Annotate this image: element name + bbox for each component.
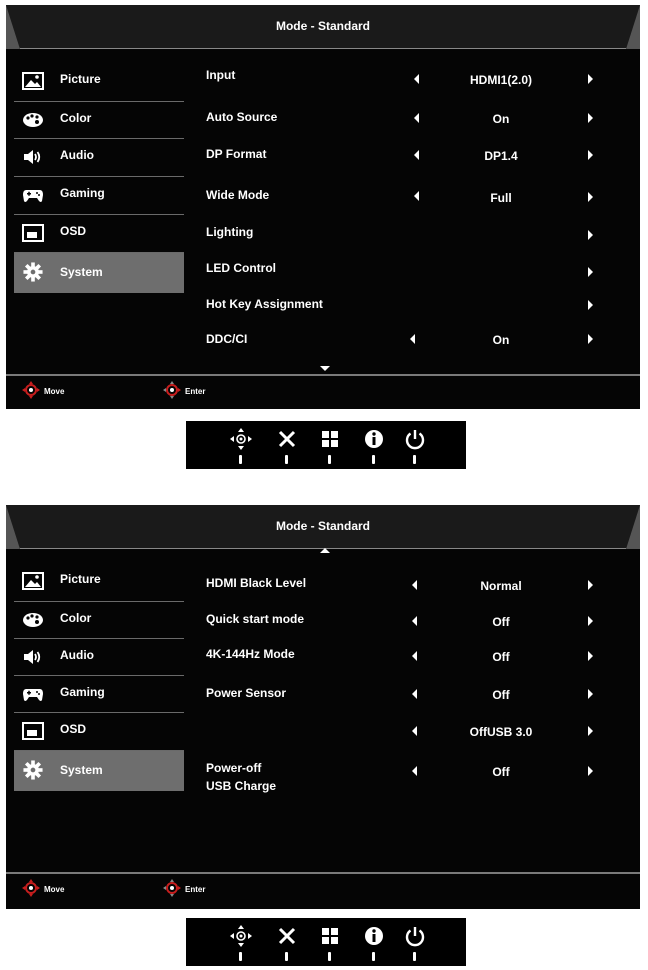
close-key[interactable] [275,427,299,465]
setting-value: Off [492,688,510,702]
gamepad-icon [22,185,44,205]
setting-value: Off [492,650,510,664]
setting-value: Off [492,765,510,779]
sidebar-item-osd[interactable] [14,215,184,251]
setting-value: HDMI1(2.0) [469,73,532,87]
speaker-icon [22,147,44,167]
arrow-right-icon[interactable] [588,267,593,277]
osd-title-bar [6,505,640,549]
setting-value: On [492,112,510,126]
setting-label: Power-off [206,761,262,775]
osd-window-icon [22,223,44,243]
sidebar-item-label: System [60,763,103,777]
arrow-right-icon[interactable] [588,651,593,661]
key-stem [413,455,416,464]
palette-icon [22,110,44,130]
info-icon [362,427,386,451]
info-key[interactable] [362,924,386,962]
navigation-key[interactable] [229,924,253,962]
sidebar-item-label: Picture [60,572,101,586]
info-key[interactable] [362,427,386,465]
arrow-right-icon[interactable] [588,766,593,776]
arrow-left-icon[interactable] [410,334,415,344]
footer-divider [6,872,640,874]
key-stem [372,455,375,464]
power-icon [403,427,427,451]
arrow-left-icon[interactable] [412,616,417,626]
setting-value: Normal [480,579,522,593]
navigation-key[interactable] [229,427,253,465]
navigation-joystick-icon [229,427,253,451]
key-stem [328,952,331,961]
arrow-right-icon[interactable] [588,334,593,344]
footer-divider [6,374,640,376]
setting-label: Quick start mode [206,612,305,626]
sidebar-item-audio[interactable] [14,139,184,175]
osd-title-bar [6,5,640,49]
monitor-key-bar-2 [186,918,466,966]
key-stem [285,455,288,464]
arrow-right-icon[interactable] [588,230,593,240]
power-key[interactable] [403,924,427,962]
sidebar-item-color[interactable] [14,102,184,138]
arrow-right-icon[interactable] [588,689,593,699]
arrow-left-icon[interactable] [414,150,419,160]
setting-value: OffUSB 3.0 [469,725,533,739]
sidebar-item-label: Color [60,611,92,625]
footer-move-hint: Move [44,885,65,894]
arrow-left-icon[interactable] [412,580,417,590]
setting-label: 4K-144Hz Mode [206,647,295,661]
osd-window-icon [22,721,44,741]
palette-icon [22,610,44,630]
arrow-right-icon[interactable] [588,192,593,202]
arrow-right-icon[interactable] [588,616,593,626]
sidebar-item-label: OSD [60,722,87,736]
setting-label: Hot Key Assignment [206,297,323,311]
arrow-right-icon[interactable] [588,300,593,310]
close-x-icon [275,427,299,451]
sidebar-item-label: OSD [60,224,87,238]
sidebar-item-audio[interactable] [14,639,184,675]
arrow-right-icon[interactable] [588,726,593,736]
setting-value: On [492,333,510,347]
arrow-left-icon[interactable] [414,113,419,123]
scroll-down-icon[interactable] [320,366,330,371]
setting-value: DP1.4 [484,149,518,163]
sidebar-item-label: Picture [60,72,101,86]
gamepad-icon [22,684,44,704]
close-x-icon [275,924,299,948]
sidebar-item-label: Color [60,111,92,125]
picture-icon [22,571,44,591]
navigation-joystick-icon [229,924,253,948]
osd-menu-screen-1 [6,5,640,409]
sidebar-item-label: Audio [60,148,94,162]
sidebar-item-color[interactable] [14,602,184,638]
key-stem [239,455,242,464]
move-joystick-icon [22,879,40,897]
key-stem [413,952,416,961]
speaker-icon [22,647,44,667]
sidebar-item-label: Gaming [60,685,105,699]
sidebar-item-picture[interactable] [14,563,184,599]
arrow-left-icon[interactable] [412,766,417,776]
setting-label-line2: USB Charge [206,779,277,793]
menu-key[interactable] [318,427,342,465]
monitor-key-bar-1 [186,421,466,469]
arrow-left-icon[interactable] [414,74,419,84]
setting-label: DP Format [206,147,267,161]
footer-move-hint: Move [44,387,65,396]
move-joystick-icon [22,381,40,399]
sidebar-item-picture[interactable] [14,63,184,99]
gear-icon [22,262,44,282]
sidebar-item-label: Gaming [60,186,105,200]
setting-label: Input [206,68,236,82]
power-icon [403,924,427,948]
arrow-right-icon[interactable] [588,74,593,84]
osd-title: Mode - Standard [275,519,370,533]
sidebar-item-gaming[interactable] [14,676,184,712]
enter-joystick-icon [163,879,181,897]
setting-value: Off [492,615,510,629]
arrow-left-icon[interactable] [412,726,417,736]
gear-icon [22,760,44,780]
sidebar-item-gaming[interactable] [14,177,184,213]
key-stem [372,952,375,961]
sidebar-item-system[interactable] [14,253,184,293]
sidebar-item-label: Audio [60,648,94,662]
arrow-right-icon[interactable] [588,113,593,123]
key-stem [328,455,331,464]
close-key[interactable] [275,924,299,962]
setting-value: Full [490,191,512,205]
osd-title: Mode - Standard [275,19,370,33]
key-stem [285,952,288,961]
setting-label: Power Sensor [206,686,287,700]
setting-label: LED Control [206,261,276,275]
grid-menu-icon [318,924,342,948]
grid-menu-icon [318,427,342,451]
sidebar-item-osd[interactable] [14,713,184,749]
setting-label: Wide Mode [206,188,270,202]
arrow-left-icon[interactable] [412,689,417,699]
setting-label: Auto Source [206,110,278,124]
info-icon [362,924,386,948]
key-stem [239,952,242,961]
arrow-left-icon[interactable] [412,651,417,661]
power-key[interactable] [403,427,427,465]
setting-label: DDC/CI [206,332,248,346]
arrow-right-icon[interactable] [588,150,593,160]
sidebar-item-label: System [60,265,103,279]
scroll-up-icon[interactable] [320,548,330,553]
sidebar-item-system[interactable] [14,751,184,791]
setting-label: HDMI Black Level [206,576,307,590]
footer-enter-hint: Enter [185,885,206,894]
enter-joystick-icon [163,381,181,399]
setting-label: Lighting [206,225,254,239]
footer-enter-hint: Enter [185,387,206,396]
arrow-left-icon[interactable] [414,191,419,201]
picture-icon [22,71,44,91]
menu-key[interactable] [318,924,342,962]
osd-menu-screen-2 [6,505,640,909]
arrow-right-icon[interactable] [588,580,593,590]
